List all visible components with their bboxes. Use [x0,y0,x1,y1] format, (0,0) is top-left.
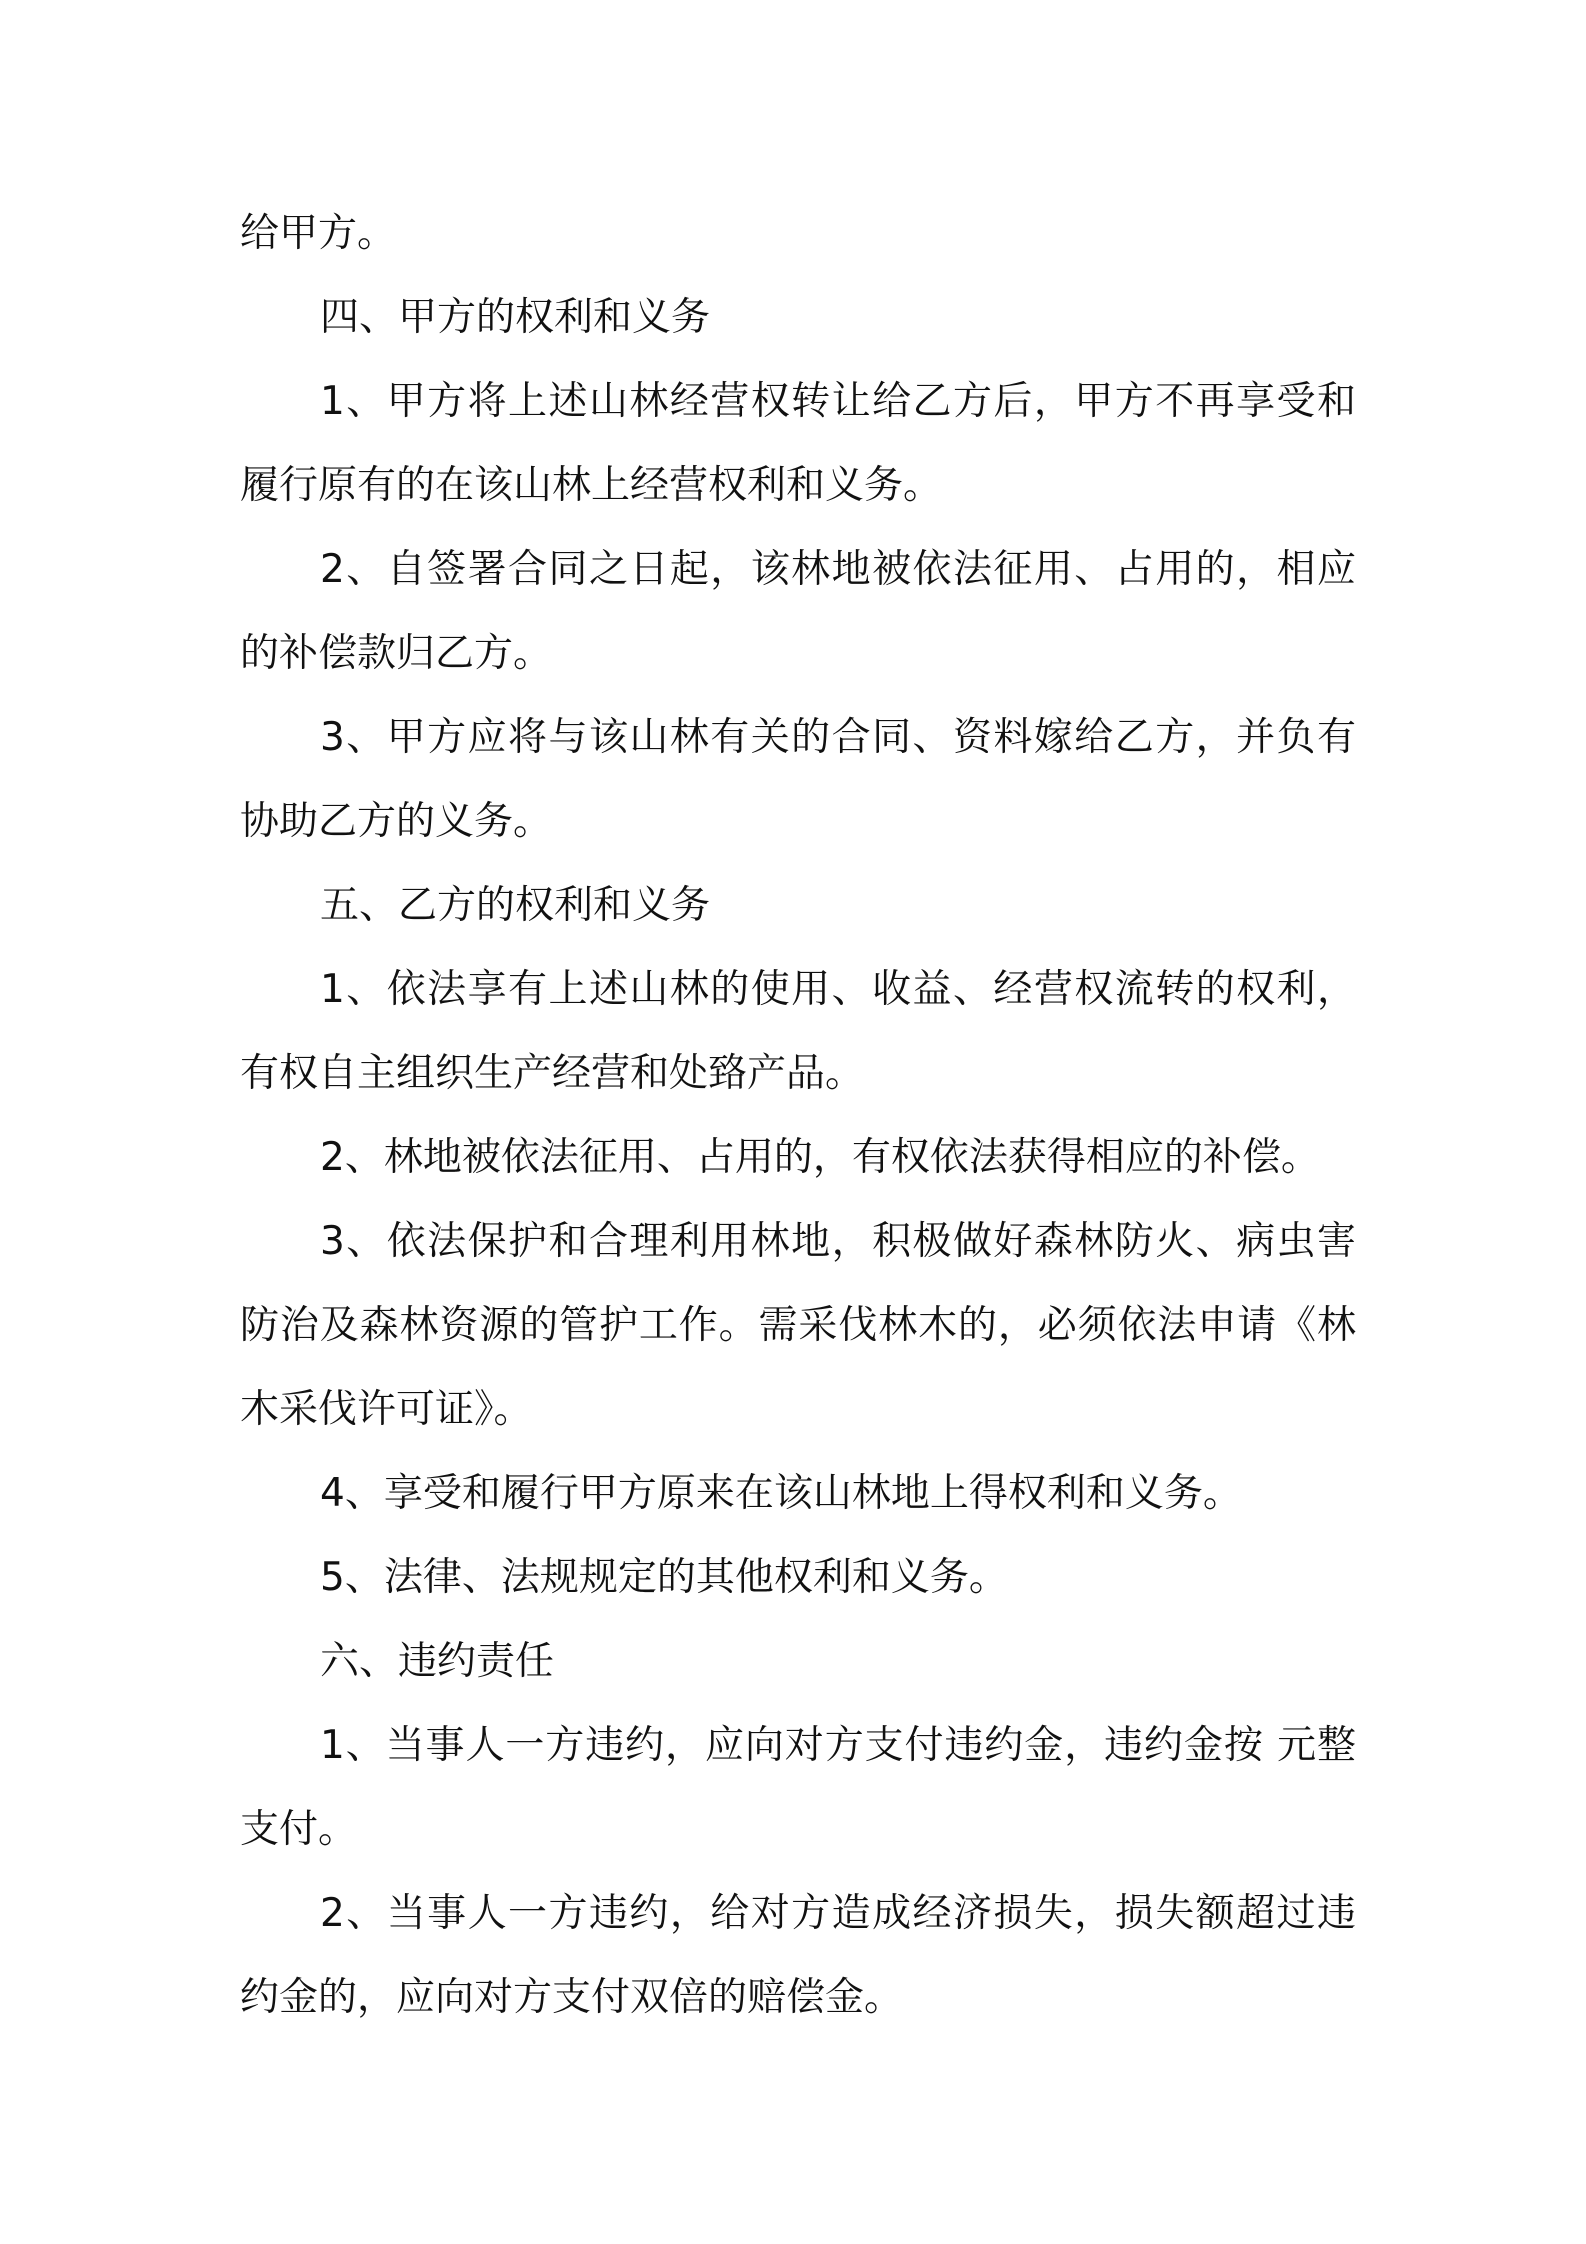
clause-a-2: 2、自签署合同之日起，该林地被依法征用、占用的，相应的补偿款归乙方。 [240,547,1356,676]
clause-b-4: 4、享受和履行甲方原来在该山林地上得权利和义务。 [320,1471,1242,1516]
section-heading-liability: 六、违约责任 [320,1639,555,1684]
clause-b-5: 5、法律、法规规定的其他权利和义务。 [320,1555,1008,1600]
clause-b-3: 3、依法保护和合理利用林地，积极做好森林防火、病虫害防治及森林资源的管护工作。需采伐林木的，必须依法申请《林木采伐许可证》。 [240,1219,1356,1432]
clause-a-1: 1、甲方将上述山林经营权转让给乙方后，甲方不再享受和履行原有的在该山林上经营权利和义务。 [240,379,1356,508]
clause-b-2: 2、林地被依法征用、占用的，有权依法获得相应的补偿。 [320,1135,1320,1180]
section-heading-party-a-rights: 四、甲方的权利和义务 [320,295,711,340]
clause-liability-2: 2、当事人一方违约，给对方造成经济损失，损失额超过违约金的，应向对方支付双倍的赔偿金。 [240,1891,1356,2020]
section-heading-party-b-rights: 五、乙方的权利和义务 [320,883,711,928]
paragraph-continuation: 给甲方。 [240,211,397,256]
clause-a-3: 3、甲方应将与该山林有关的合同、资料嫁给乙方，并负有协助乙方的义务。 [240,715,1356,844]
clause-liability-1: 1、当事人一方违约，应向对方支付违约金，违约金按 元整支付。 [240,1723,1356,1852]
document-body [240,192,1356,2040]
clause-b-1: 1、依法享有上述山林的使用、收益、经营权流转的权利，有权自主组织生产经营和处臵产品。 [240,967,1356,1096]
